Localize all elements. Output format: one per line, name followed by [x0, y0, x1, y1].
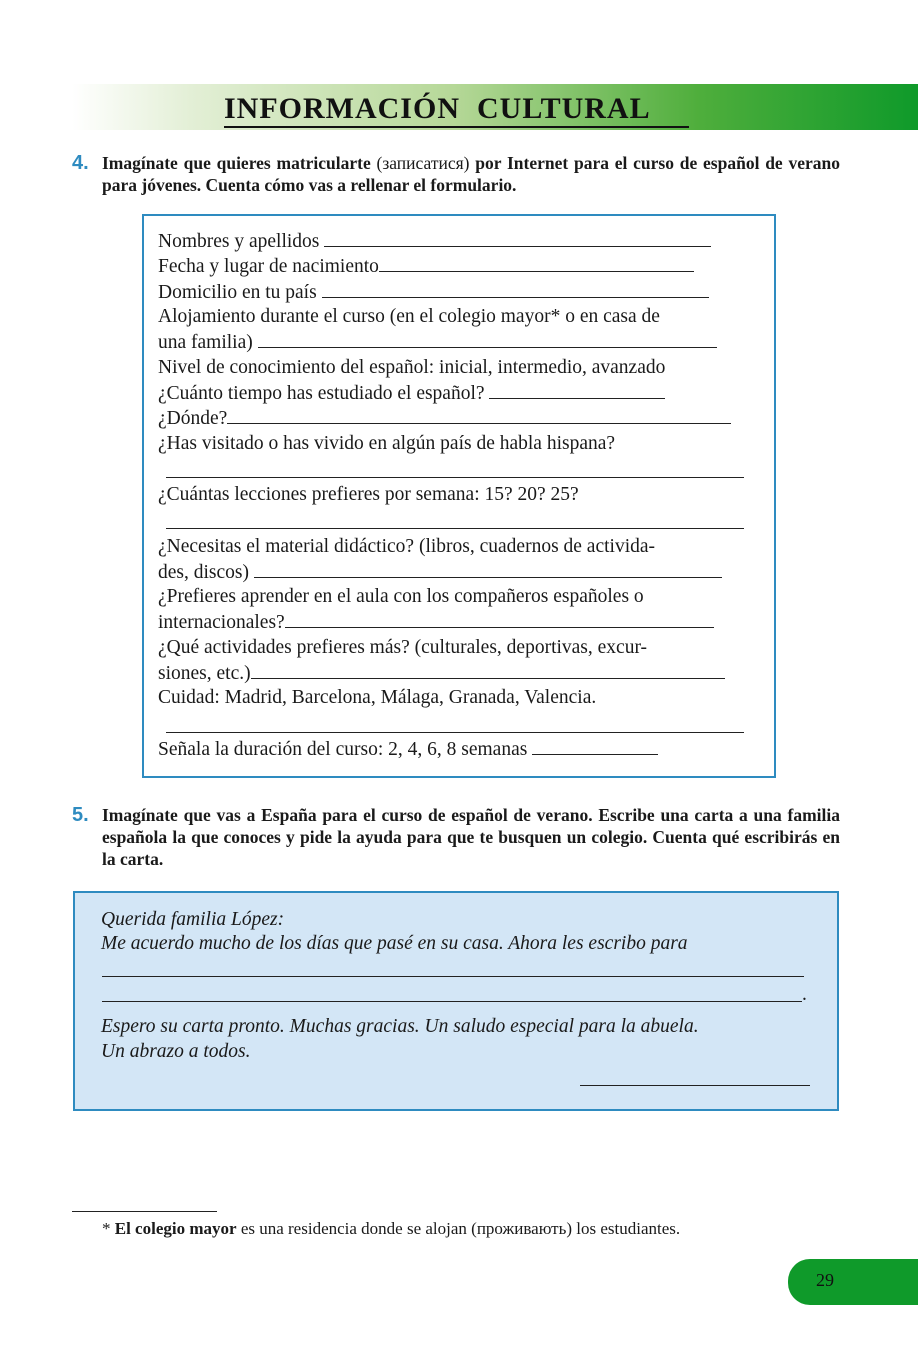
footnote-rule: [72, 1211, 217, 1212]
footnote-marker: *: [102, 1219, 115, 1238]
signature-blank[interactable]: [580, 1085, 810, 1086]
letter-closing: Espero su carta pronto. Muchas gracias. Un saludo especial para la abuela.: [101, 1016, 699, 1037]
field-label: des, discos): [158, 562, 249, 583]
field-label: Señala la duración del curso: 2, 4, 6, 8 semanas: [158, 739, 528, 760]
letter-opening-line: Me acuerdo mucho de los días que pasé en su casa. Ahora les escribo para: [101, 933, 688, 954]
task-instruction: [102, 152, 840, 196]
field-label: Cuidad: Madrid, Barcelona, Málaga, Granada, Valencia.: [158, 687, 597, 708]
form-field-lecciones: [158, 482, 758, 507]
task-number: 5.: [72, 804, 89, 826]
field-label: ¿Cuánto tiempo has estudiado el español?: [158, 383, 485, 404]
form-field-duracion: [158, 736, 758, 762]
letter-farewell: Un abrazo a todos.: [101, 1041, 251, 1062]
answer-blank[interactable]: [324, 228, 711, 247]
answer-blank[interactable]: [166, 477, 744, 478]
answer-blank[interactable]: [227, 405, 731, 424]
task-5: [72, 804, 840, 870]
footnote-text: es una residencia donde se alojan: [236, 1219, 472, 1238]
letter-period: .: [802, 984, 807, 1005]
form-field-aula: [158, 584, 758, 609]
form-field-aula-cont: [158, 609, 758, 635]
form-field-alojamiento: [158, 304, 758, 329]
form-field-visitado: [158, 431, 758, 456]
field-label: ¿Necesitas el material didáctico? (libros, cuadernos de activida-: [158, 536, 656, 557]
field-label: Nombres y apellidos: [158, 231, 320, 252]
translation-gloss: (записатися): [376, 153, 470, 173]
translation-gloss: (проживають): [471, 1219, 573, 1238]
task-number: 4.: [72, 152, 89, 174]
answer-blank[interactable]: [258, 329, 717, 348]
answer-blank[interactable]: [254, 559, 722, 578]
task-4: [72, 152, 840, 196]
form-field-nombres: [158, 228, 758, 254]
field-label: siones, etc.): [158, 663, 251, 684]
form-field-nivel: [158, 355, 758, 380]
field-label: ¿Has visitado o has vivido en algún país de habla hispana?: [158, 433, 616, 454]
field-label: Nivel de conocimiento del español: inicial, intermedio, avanzado: [158, 357, 666, 378]
page-number: 29: [816, 1270, 834, 1290]
field-label: internacionales?: [158, 612, 285, 633]
field-label: ¿Qué actividades prefieres más? (culturales, deportivas, excur-: [158, 637, 648, 658]
letter-answer-blank[interactable]: [102, 1001, 802, 1002]
footnote: [102, 1218, 680, 1240]
form-field-domicilio: [158, 279, 758, 305]
answer-blank[interactable]: [379, 253, 694, 272]
instruction-part: por Internet para el curso de español de verano para jóvenes. Cuenta cómo vas a rellenar el formulario.: [102, 153, 840, 195]
answer-blank[interactable]: [489, 380, 665, 399]
letter-answer-blank[interactable]: [102, 976, 804, 977]
answer-blank[interactable]: [532, 736, 658, 755]
field-label: ¿Cuántas lecciones prefieres por semana: 15? 20? 25?: [158, 484, 579, 505]
form-field-actividades-cont: [158, 660, 758, 686]
form-field-tiempo: [158, 380, 758, 406]
field-label: ¿Dónde?: [158, 408, 228, 429]
form-field-material: [158, 534, 758, 559]
field-label: ¿Prefieres aprender en el aula con los compañeros españoles o: [158, 586, 644, 607]
footnote-text: los estudiantes.: [572, 1219, 681, 1238]
form-field-fecha: [158, 253, 758, 279]
footnote-term: El colegio mayor: [114, 1219, 237, 1238]
title-underline: [224, 126, 689, 128]
field-label: Domicilio en tu país: [158, 282, 317, 303]
page-number-tab: [788, 1259, 918, 1305]
section-title: INFORMACIÓN CULTURAL: [224, 92, 651, 125]
form-field-alojamiento-cont: [158, 329, 758, 355]
form-field-donde: [158, 405, 758, 431]
answer-blank[interactable]: [285, 609, 714, 628]
form-field-actividades: [158, 635, 758, 660]
form-field-material-cont: [158, 559, 758, 585]
answer-blank[interactable]: [166, 528, 744, 529]
field-label: Fecha y lugar de nacimiento: [158, 256, 379, 277]
field-label: Alojamiento durante el curso (en el colegio mayor* o en casa de: [158, 306, 660, 327]
answer-blank[interactable]: [166, 732, 744, 733]
form-field-cuidad: [158, 685, 758, 710]
field-label: una familia): [158, 332, 253, 353]
letter-greeting: Querida familia López:: [101, 909, 285, 930]
answer-blank[interactable]: [322, 279, 709, 298]
task-instruction: Imagínate que vas a España para el curso de español de verano. Escribe una carta a una familia española la que conoces y pide la ayuda para que te busquen un colegio. Cuenta qué escribirás en la carta.: [102, 805, 840, 869]
instruction-part: Imagínate que quieres matricularte: [102, 153, 377, 173]
answer-blank[interactable]: [251, 660, 725, 679]
